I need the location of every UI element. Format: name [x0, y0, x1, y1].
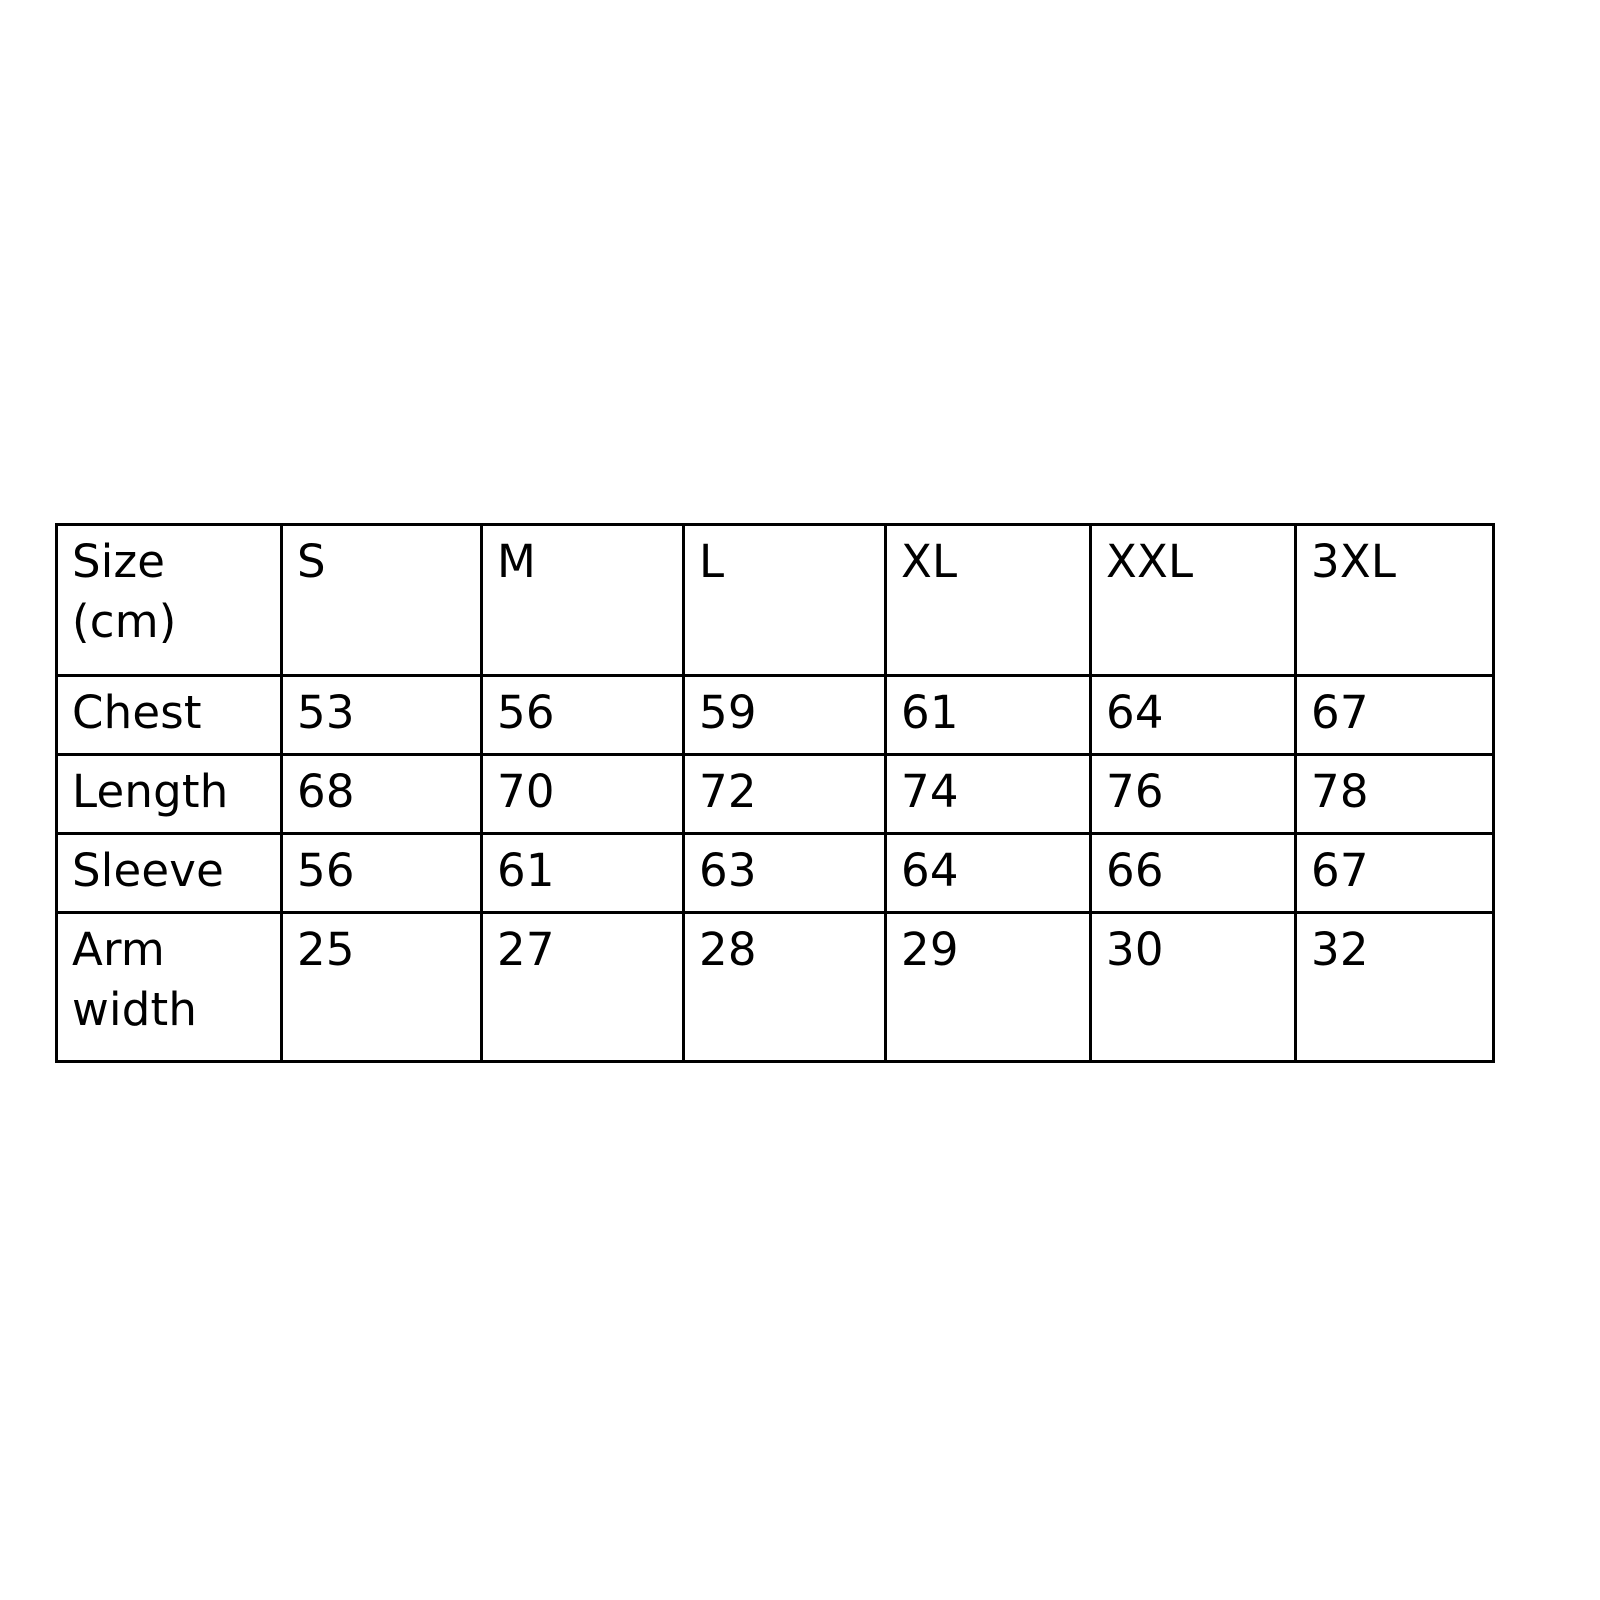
table-row: [57, 913, 1494, 1062]
header-cell-l: L: [684, 525, 886, 676]
table-header-row: [57, 525, 1494, 676]
header-cell-xxl: XXL: [1091, 525, 1296, 676]
cell-sleeve-s: 56: [282, 834, 482, 913]
cell-sleeve-xl: 64: [886, 834, 1091, 913]
size-chart-table: [55, 523, 1495, 1063]
cell-arm-width-xl: 29: [886, 913, 1091, 1062]
header-cell-size-label: [57, 525, 282, 676]
cell-sleeve-m: 61: [482, 834, 684, 913]
table-row: [57, 755, 1494, 834]
row-label-arm-line1: Arm: [72, 923, 165, 976]
cell-length-3xl: 78: [1296, 755, 1494, 834]
header-size-line1: Size: [72, 535, 166, 588]
cell-arm-width-l: 28: [684, 913, 886, 1062]
cell-sleeve-xxl: 66: [1091, 834, 1296, 913]
cell-sleeve-l: 63: [684, 834, 886, 913]
header-cell-m: M: [482, 525, 684, 676]
cell-length-m: 70: [482, 755, 684, 834]
cell-length-xl: 74: [886, 755, 1091, 834]
header-cell-3xl: 3XL: [1296, 525, 1494, 676]
cell-chest-xxl: 64: [1091, 676, 1296, 755]
cell-arm-width-xxl: 30: [1091, 913, 1296, 1062]
row-label-length: Length: [57, 755, 282, 834]
cell-chest-3xl: 67: [1296, 676, 1494, 755]
table-row: [57, 834, 1494, 913]
table-row: [57, 676, 1494, 755]
header-size-line2: (cm): [72, 594, 177, 648]
cell-arm-width-3xl: 32: [1296, 913, 1494, 1062]
row-label-chest: Chest: [57, 676, 282, 755]
cell-chest-xl: 61: [886, 676, 1091, 755]
cell-length-xxl: 76: [1091, 755, 1296, 834]
cell-sleeve-3xl: 67: [1296, 834, 1494, 913]
size-chart-container: [55, 523, 1492, 1063]
row-label-sleeve: Sleeve: [57, 834, 282, 913]
cell-length-l: 72: [684, 755, 886, 834]
cell-chest-l: 59: [684, 676, 886, 755]
cell-chest-s: 53: [282, 676, 482, 755]
cell-arm-width-m: 27: [482, 913, 684, 1062]
cell-chest-m: 56: [482, 676, 684, 755]
row-label-arm-width: [57, 913, 282, 1062]
row-label-arm-line2: width: [72, 982, 198, 1036]
cell-arm-width-s: 25: [282, 913, 482, 1062]
cell-length-s: 68: [282, 755, 482, 834]
header-cell-xl: XL: [886, 525, 1091, 676]
header-cell-s: S: [282, 525, 482, 676]
